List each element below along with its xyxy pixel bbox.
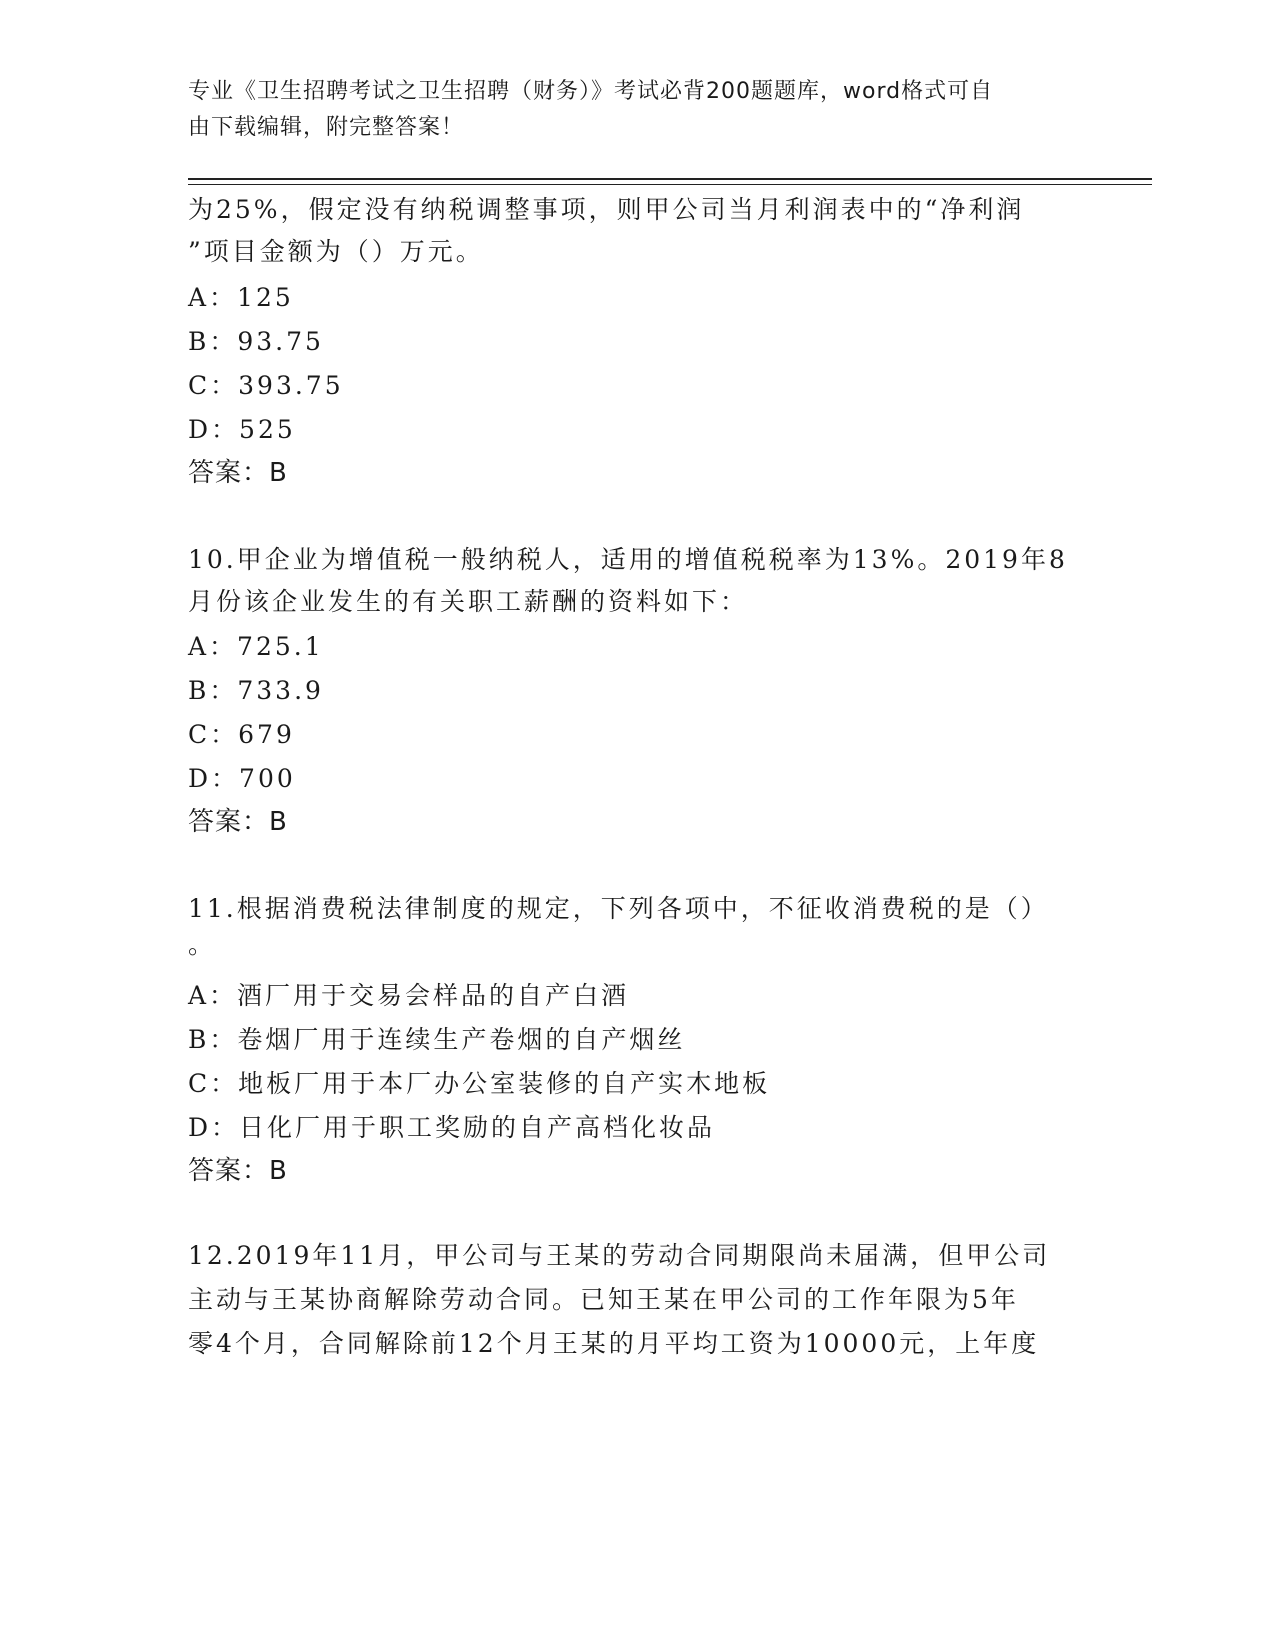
header-divider-thick: [188, 178, 1152, 180]
question-9-line-1: 为25%，假定没有纳税调整事项，则甲公司当月利润表中的“净利润: [188, 195, 1025, 224]
question-11-option-c: C：地板厂用于本厂办公室装修的自产实木地板: [188, 1069, 771, 1098]
question-9-option-a: A：125: [188, 283, 294, 312]
question-9-option-d: D：525: [188, 415, 296, 444]
question-11-option-b: B：卷烟厂用于连续生产卷烟的自产烟丝: [188, 1025, 686, 1054]
question-11-line-1: 11.根据消费税法律制度的规定，下列各项中，不征收消费税的是（）: [188, 894, 1049, 923]
question-10-answer: 答案：B: [188, 807, 288, 837]
question-12-line-3: 零4个月，合同解除前12个月王某的月平均工资为10000元，上年度: [188, 1329, 1040, 1358]
question-10-line-2: 月份该企业发生的有关职工薪酬的资料如下：: [188, 587, 749, 616]
question-12-line-2: 主动与王某协商解除劳动合同。已知王某在甲公司的工作年限为5年: [188, 1285, 1019, 1314]
question-12-line-1: 12.2019年11月，甲公司与王某的劳动合同期限尚未届满，但甲公司: [188, 1241, 1051, 1270]
header-line-2: 由下载编辑，附完整答案！: [188, 115, 465, 140]
question-9-option-c: C：393.75: [188, 371, 344, 400]
question-11-line-2: 。: [188, 930, 217, 959]
question-9-option-b: B：93.75: [188, 327, 324, 356]
question-11-answer: 答案：B: [188, 1156, 288, 1186]
question-10-option-a: A：725.1: [188, 632, 324, 661]
question-10-option-b: B：733.9: [188, 676, 324, 705]
question-10-line-1: 10.甲企业为增值税一般纳税人，适用的增值税税率为13%。2019年8: [188, 545, 1068, 574]
question-10-option-d: D：700: [188, 764, 296, 793]
question-9-line-2: ”项目金额为（）万元。: [188, 237, 484, 266]
question-11-option-a: A：酒厂用于交易会样品的自产白酒: [188, 981, 630, 1010]
header-divider-thin: [188, 184, 1152, 185]
question-11-option-d: D：日化厂用于职工奖励的自产高档化妆品: [188, 1113, 716, 1142]
question-9-answer: 答案：B: [188, 458, 288, 488]
header-line-1: 专业《卫生招聘考试之卫生招聘（财务）》考试必背200题题库，word格式可自: [188, 79, 994, 104]
document-header: [188, 74, 1068, 146]
question-10-option-c: C：679: [188, 720, 295, 749]
